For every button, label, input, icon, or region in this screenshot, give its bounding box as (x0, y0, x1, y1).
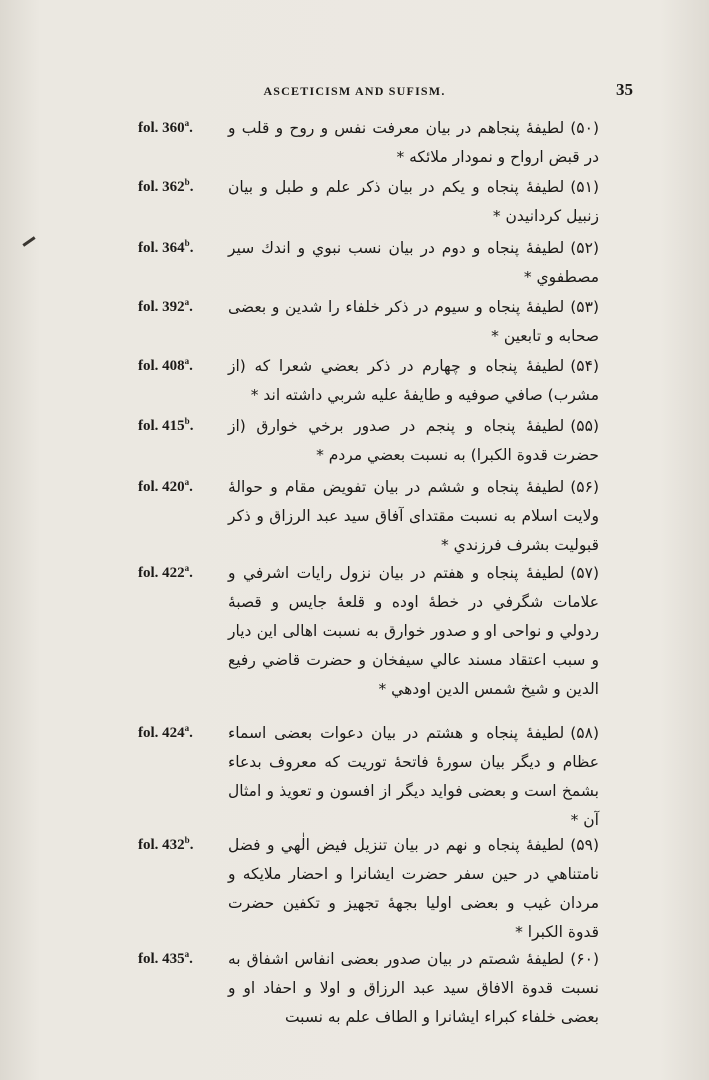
folio-reference: fol. 432$^b$. (138, 835, 194, 853)
catalogue-entries (0, 114, 709, 1035)
entry-text: (۵۳)لطيفۀ پنجاه و سيوم در ذكر خلفاء را شدين و بعضى صحابه و تابعين * (228, 293, 599, 351)
folio-reference: fol. 420$^a$. (138, 477, 193, 495)
entry-text: (۵۹)لطيفۀ پنجاه و نهم در بيان تنزيل فيض الٰهي و فضل نامتناهي در حين سفر حضرت ايشانرا و احضار ملايكه و مردان غيب و بعضى اوليا بجهۀ تجهيز و تكفين حضرت قدوة الكبرا * (228, 831, 599, 947)
entry-text: (۵۷)لطيفۀ پنجاه و هفتم در بيان نزول رايات اشرفي و علامات شگرفي در خطۀ اوده و قلعۀ جايس و قصبۀ ردولي و نواحى او و صدور خوارق به نسبت اهالى اين ديار و سبب اعتقاد مسند عالي سيفخان و حضرت قاضي رفيع الدين و شيخ شمس الدين اودهي * (228, 559, 599, 704)
entry-text: (۵۵)لطيفۀ پنجاه و پنجم در صدور برخي خوارق (از حضرت قدوة الكبرا) به نسبت بعضي مردم * (228, 412, 599, 470)
page-header (0, 80, 709, 102)
entry-number: (۵۷) (570, 564, 599, 582)
catalogue-entry (0, 473, 709, 559)
catalogue-entry (0, 559, 709, 719)
folio-reference: fol. 362$^b$. (138, 177, 194, 195)
folio-reference: fol. 364$^b$. (138, 238, 194, 256)
catalogue-entry (0, 234, 709, 293)
entry-number: (۵۶) (570, 478, 599, 496)
entry-text: (۵۰)لطيفۀ پنجاهم در بيان معرفت نفس و روح و قلب و در قبض ارواح و نمودار ملائكه * (228, 114, 599, 172)
catalogue-entry (0, 352, 709, 412)
folio-reference: fol. 408$^a$. (138, 356, 193, 374)
catalogue-entry (0, 719, 709, 831)
folio-reference: fol. 392$^a$. (138, 297, 193, 315)
folio-reference: fol. 360$^a$. (138, 118, 193, 136)
entry-number: (۵۵) (570, 417, 599, 435)
entry-text: (۵۴)لطيفۀ پنجاه و چهارم در ذكر بعضي شعرا كه (از مشرب) صافي صوفيه و طايفۀ عليه شربي داشته اند * (228, 352, 599, 410)
folio-reference: fol. 415$^b$. (138, 416, 194, 434)
running-title: ASCETICISM AND SUFISM. (263, 84, 446, 98)
entry-number: (۵۴) (570, 357, 599, 375)
entry-number: (۵۸) (570, 724, 599, 742)
page-number: 35 (616, 80, 633, 99)
catalogue-entry (0, 293, 709, 352)
catalogue-entry (0, 831, 709, 945)
folio-reference: fol. 435$^a$. (138, 949, 193, 967)
folio-reference: fol. 424$^a$. (138, 723, 193, 741)
folio-reference: fol. 422$^a$. (138, 563, 193, 581)
entry-number: (۵۳) (570, 298, 599, 316)
catalogue-entry (0, 173, 709, 234)
entry-number: (۵۲) (570, 239, 599, 257)
entry-text: (۵۶)لطيفۀ پنجاه و ششم در بيان تفويض مقام و حوالۀ ولايت اسلام به نسبت مقتداى آفاق سيد عبد الرزاق و ذكر قبوليت بشرف فرزندي * (228, 473, 599, 560)
entry-number: (۵۱) (570, 178, 599, 196)
entry-number: (۵۹) (570, 836, 599, 854)
entry-text: (۵۸)لطيفۀ پنجاه و هشتم در بيان دعوات بعضى اسماء عظام و ديگر بيان سورۀ فاتحۀ توريت كه معروف بدعاء بشمخ است و بعضى فوايد ديگر از افسون و تعويذ و امثال آن * (228, 719, 599, 835)
catalogue-entry (0, 945, 709, 1035)
entry-text: (۵۲)لطيفۀ پنجاه و دوم در بيان نسب نبوي و اندك سير مصطفوي * (228, 234, 599, 292)
catalogue-entry (0, 412, 709, 473)
catalogue-entry (0, 114, 709, 173)
entry-text: (۵۱)لطيفۀ پنجاه و يكم در بيان ذكر علم و طبل و بيان زنبيل كردانيدن * (228, 173, 599, 231)
entry-text: (۶۰)لطيفۀ شصتم در بيان صدور بعضى انفاس اشفاق به نسبت قدوة الافاق سيد عبد الرزاق و اولا و احفاد او و بعضى خلفاء كبراء ايشانرا و الطاف علم به نسبت (228, 945, 599, 1032)
entry-number: (۵۰) (570, 119, 599, 137)
entry-number: (۶۰) (570, 950, 599, 968)
